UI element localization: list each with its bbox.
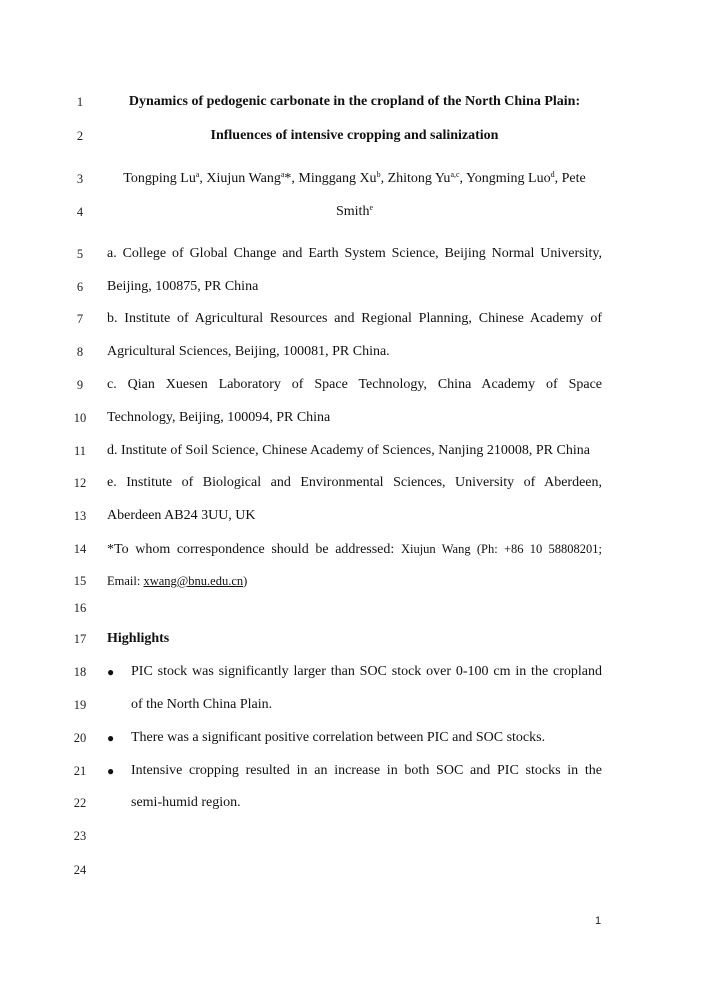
affiliation-e: e. Institute of Biological and Environmental Sciences, University of Aberdeen, [107, 475, 602, 490]
author-name: Xiujun Wang [206, 171, 281, 186]
affiliation-d: d. Institute of Soil Science, Chinese Academy of Sciences, Nanjing 210008, PR China [107, 443, 590, 458]
author-name: Minggang Xu [298, 171, 377, 186]
highlight-item-1-cont: of the North China Plain. [131, 697, 273, 712]
affiliation-c: c. Qian Xuesen Laboratory of Space Technology, China Academy of Space [107, 377, 602, 392]
highlight-item-3-cont: semi-humid region. [131, 795, 241, 810]
line-number: 7 [76, 312, 84, 326]
line-number: 8 [76, 345, 84, 359]
author-affiliation-mark: b [376, 170, 381, 179]
line-number: 10 [73, 411, 87, 425]
corresponding-mark: * [284, 171, 292, 186]
line-number: 12 [73, 476, 87, 490]
line-number: 11 [73, 444, 87, 458]
affiliation-a-cont: Beijing, 100875, PR China [107, 279, 259, 294]
bullet-icon: ● [107, 665, 115, 679]
affiliation-e-cont: Aberdeen AB24 3UU, UK [107, 508, 256, 523]
highlight-item-1: PIC stock was significantly larger than SOC stock over 0-100 cm in the cropland [131, 664, 602, 679]
line-number: 15 [73, 574, 87, 588]
line-number: 21 [73, 764, 87, 778]
affiliation-b-cont: Agricultural Sciences, Beijing, 100081, PR China. [107, 344, 390, 359]
closing-paren: ) [243, 574, 248, 588]
line-number: 2 [76, 129, 84, 143]
author-list: Tongping Lu$^a$, Xiujun Wang$^a$*, Minggang Xu$^b$, Zhitong Yu$^{a,c}$, Yongming Luo$^d$, Pete [123, 170, 586, 186]
correspondence-line [107, 540, 602, 559]
author-list-continued [107, 203, 602, 221]
author-affiliation-mark: a [195, 170, 200, 179]
paper-title-line-1: Dynamics of pedogenic carbonate in the cropland of the North China Plain: [128, 94, 581, 109]
highlights-heading: Highlights [107, 631, 170, 646]
line-number: 24 [73, 863, 87, 877]
affiliation-c-cont: Technology, Beijing, 100094, PR China [107, 410, 331, 425]
line-number: 19 [73, 698, 87, 712]
highlight-item-3: Intensive cropping resulted in an increase in both SOC and PIC stocks in the [131, 763, 602, 778]
line-number: 20 [73, 731, 87, 745]
line-number: 22 [73, 796, 87, 810]
line-number: 6 [76, 280, 84, 294]
author-affiliation-mark: e [369, 203, 374, 212]
line-number: 23 [73, 829, 87, 843]
line-number: 13 [73, 509, 87, 523]
bullet-icon: ● [107, 731, 115, 745]
author-name: Pete [561, 171, 586, 186]
author-name: Smith [335, 204, 370, 219]
author-affiliation-mark: d [550, 170, 555, 179]
line-number: 16 [73, 601, 87, 615]
line-number: 1 [76, 95, 84, 109]
line-number: 9 [76, 378, 84, 392]
author-affiliation-mark: a,c [450, 170, 460, 179]
correspondence-lead: *To whom correspondence should be addressed: [107, 542, 395, 557]
author-affiliation-mark: a [280, 170, 285, 179]
correspondence-contact: Xiujun Wang (Ph: +86 10 58808201; [400, 542, 603, 556]
highlight-item-2: There was a significant positive correlation between PIC and SOC stocks. [131, 730, 546, 745]
author-name: Yongming Luo [466, 171, 551, 186]
author-name: Zhitong Yu [387, 171, 451, 186]
line-number: 17 [73, 632, 87, 646]
paper-title-line-2: Influences of intensive cropping and salinization [210, 128, 499, 143]
line-number: 4 [76, 205, 84, 219]
line-number: 3 [76, 172, 84, 186]
page-number: 1 [594, 915, 602, 927]
bullet-icon: ● [107, 764, 115, 778]
correspondence-email-line [107, 572, 602, 590]
line-number: 14 [73, 542, 87, 556]
line-number: 5 [76, 247, 84, 261]
affiliation-b: b. Institute of Agricultural Resources and Regional Planning, Chinese Academy of [107, 311, 602, 326]
email-label: Email: [107, 574, 141, 588]
affiliation-a: a. College of Global Change and Earth System Science, Beijing Normal University, [107, 246, 602, 261]
email-link[interactable]: xwang@bnu.edu.cn [143, 574, 244, 588]
line-number: 18 [73, 665, 87, 679]
author-name: Tongping Lu [123, 171, 196, 186]
